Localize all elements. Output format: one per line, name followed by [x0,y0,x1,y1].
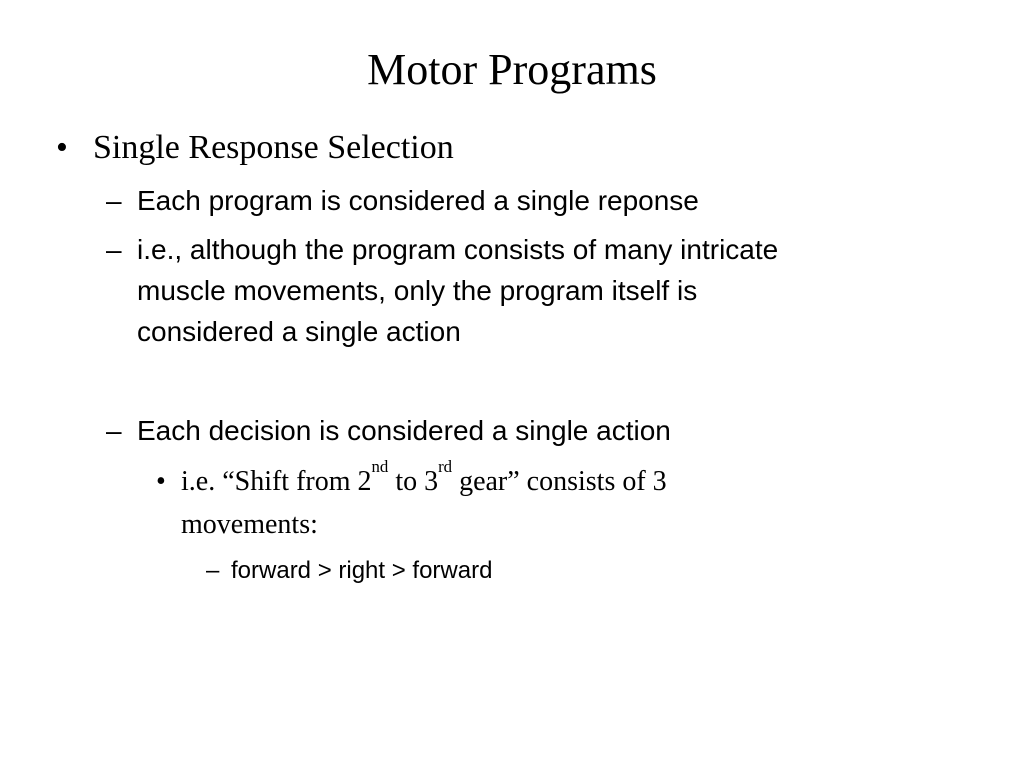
dash-text-line-3: considered a single action [137,316,461,347]
dash-item-intricate-movements [106,229,986,352]
gear-text-part-1: i.e. “Shift from 2 [181,466,372,497]
sub-dash-text: forward > right > forward [231,557,493,584]
dash-marker: – [106,185,122,216]
sub-bullet-text-line-2: movements: [181,509,318,540]
bullet-marker: • [156,466,166,497]
dash-marker: – [106,234,122,265]
gear-text-part-3: gear” consists of 3 [452,466,667,497]
sub-bullet-text-line-1 [181,457,667,502]
gear-text-part-2: to 3 [388,466,439,497]
ordinal-suffix-rd: rd [438,457,453,476]
dash-text-line-1: i.e., although the program consists of many intricate [137,234,779,265]
dash-item-single-reponse [106,180,986,221]
sub-dash-item-movement-sequence [206,556,906,586]
dash-text: Each program is considered a single reponse [137,185,699,216]
dash-marker: – [206,557,220,584]
bullet-item-single-response-selection [56,128,956,168]
ordinal-suffix-nd: nd [371,457,389,476]
dash-item-decision-single-action [106,410,986,451]
dash-marker: – [106,415,122,446]
slide-title: Motor Programs [367,45,657,94]
bullet-marker: • [56,129,68,166]
bullet-text: Single Response Selection [93,129,454,166]
sub-bullet-item-gear-shift [156,457,976,543]
dash-text-line-2: muscle movements, only the program itself is [137,275,698,306]
dash-text: Each decision is considered a single action [137,415,671,446]
